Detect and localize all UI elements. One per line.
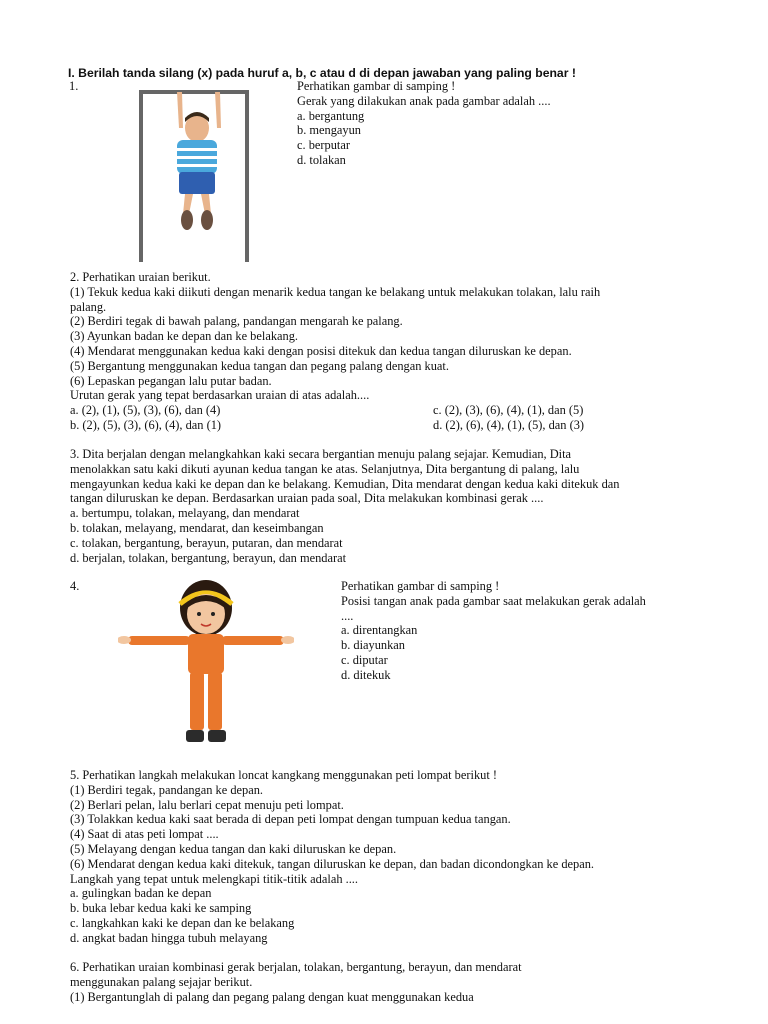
q5-line: 5. Perhatikan langkah melakukan loncat kangkang menggunakan peti lompat berikut ! (70, 768, 498, 782)
boy-hanging-illustration (135, 86, 257, 264)
q6-line: menggunakan palang sejajar berikut. (70, 974, 253, 989)
q4-option-c[interactable]: c. diputar (341, 652, 388, 667)
q2-line: (3) Ayunkan badan ke depan dan ke belakang. (70, 329, 299, 344)
q4-option-b[interactable]: b. diayunkan (341, 638, 406, 653)
section-heading: I. Berilah tanda silang (x) pada huruf a, b, c atau d di depan jawaban yang paling benar ! (68, 66, 576, 80)
q5-option-c[interactable]: c. langkahkan kaki ke depan dan ke belakang (70, 915, 295, 930)
q3-option-b[interactable]: b. tolakan, melayang, mendarat, dan keseimbangan (70, 520, 324, 535)
bar-right-post (245, 90, 249, 262)
q1-line: Perhatikan gambar di samping ! (297, 79, 456, 93)
q2-line: 2. Perhatikan uraian berikut. (70, 270, 211, 284)
horizontal-bar (139, 90, 249, 94)
q1-question: Gerak yang dilakukan anak pada gambar adalah .... (297, 93, 551, 108)
q3-line: 3. Dita berjalan dengan melangkahkan kaki secara bergantian menuju palang sejajar. Kemudian, Dita (70, 447, 572, 461)
q5-line: (5) Melayang dengan kedua tangan dan kaki diluruskan ke depan. (70, 841, 397, 856)
q2-option-c[interactable]: c. (2), (3), (6), (4), (1), dan (5) (433, 403, 584, 417)
q6-line: (1) Bergantunglah di palang dan pegang palang dengan kuat menggunakan kedua (70, 989, 474, 1004)
q4-option-d[interactable]: d. ditekuk (341, 667, 391, 682)
q2-line: (6) Lepaskan pegangan lalu putar badan. (70, 373, 272, 388)
q1-number: 1. (69, 79, 79, 93)
q5-option-d[interactable]: d. angkat badan hingga tubuh melayang (70, 930, 268, 945)
q4-text (341, 579, 646, 683)
q1-text (297, 79, 551, 168)
q3-line: menolakkan satu kaki dikuti ayunan kedua tangan ke atas. Selanjutnya, Dita bergantung di palang, lalu (70, 461, 580, 476)
girl-arms-outstretched-illustration (118, 578, 294, 750)
q5-line: (3) Tolakkan kedua kaki saat berada di depan peti lompat dengan tumpuan kedua tangan. (70, 812, 511, 827)
q2-line: (5) Bergantung menggunakan kedua tangan dan pegang palang dengan kuat. (70, 358, 449, 373)
q4-line: .... (341, 608, 354, 623)
q3-option-d[interactable]: d. berjalan, tolakan, bergantung, berayun, dan mendarat (70, 550, 347, 565)
q1-option-d[interactable]: d. tolakan (297, 152, 346, 167)
q1-option-a[interactable]: a. bergantung (297, 108, 365, 123)
q3-line: mengayunkan kedua kaki ke depan dan ke belakang. Kemudian, Dita mendarat dengan kedua kaki ditekuk dan (70, 476, 620, 491)
q2-text (70, 270, 600, 403)
q3-line: tangan diluruskan ke depan. Berdasarkan uraian pada soal, Dita melakukan kombinasi gerak .... (70, 491, 544, 506)
q2-option-b[interactable]: b. (2), (5), (3), (6), (4), dan (1) (70, 418, 222, 432)
q1-option-c[interactable]: c. berputar (297, 138, 350, 153)
q2-option-d[interactable]: d. (2), (6), (4), (1), (5), dan (3) (433, 418, 585, 432)
q2-line: (4) Mendarat menggunakan kedua kaki dengan posisi ditekuk dan kedua tangan diluruskan ke depan. (70, 343, 572, 358)
q2-line: palang. (70, 299, 107, 314)
q3-option-a[interactable]: a. bertumpu, tolakan, melayang, dan mendarat (70, 506, 300, 521)
q5-line: (2) Berlari pelan, lalu berlari cepat menuju peti lompat. (70, 797, 344, 812)
q6-text (70, 960, 522, 1004)
q4-line: Perhatikan gambar di samping ! (341, 579, 500, 593)
q2-option-a[interactable]: a. (2), (1), (5), (3), (6), dan (4) (70, 403, 221, 417)
q3-option-c[interactable]: c. tolakan, bergantung, berayun, putaran, dan mendarat (70, 535, 343, 550)
q2-line: (2) Berdiri tegak di bawah palang, pandangan mengarah ke palang. (70, 314, 403, 329)
q3-text (70, 447, 619, 565)
bar-left-post (139, 90, 143, 262)
q5-line: (6) Mendarat dengan kedua kaki ditekuk, tangan diluruskan ke depan, dan badan dicondongkan ke depan. (70, 856, 595, 871)
q4-number: 4. (70, 579, 80, 593)
q5-option-a[interactable]: a. gulingkan badan ke depan (70, 886, 212, 901)
q6-line: 6. Perhatikan uraian kombinasi gerak berjalan, tolakan, bergantung, berayun, dan mendarat (70, 960, 522, 974)
q2-line: Urutan gerak yang tepat berdasarkan uraian di atas adalah.... (70, 388, 370, 403)
q5-option-b[interactable]: b. buka lebar kedua kaki ke samping (70, 901, 252, 916)
q2-line: (1) Tekuk kedua kaki diikuti dengan menarik kedua tangan ke belakang untuk melakukan tolakan, lalu raih (70, 284, 601, 299)
q1-option-b[interactable]: b. mengayun (297, 123, 362, 138)
q4-question: Posisi tangan anak pada gambar saat melakukan gerak adalah (341, 593, 646, 608)
q5-line: (1) Berdiri tegak, pandangan ke depan. (70, 782, 264, 797)
q5-text (70, 768, 594, 946)
q5-line: Langkah yang tepat untuk melengkapi titik-titik adalah .... (70, 871, 359, 886)
q5-line: (4) Saat di atas peti lompat .... (70, 827, 219, 842)
q4-option-a[interactable]: a. direntangkan (341, 623, 418, 638)
